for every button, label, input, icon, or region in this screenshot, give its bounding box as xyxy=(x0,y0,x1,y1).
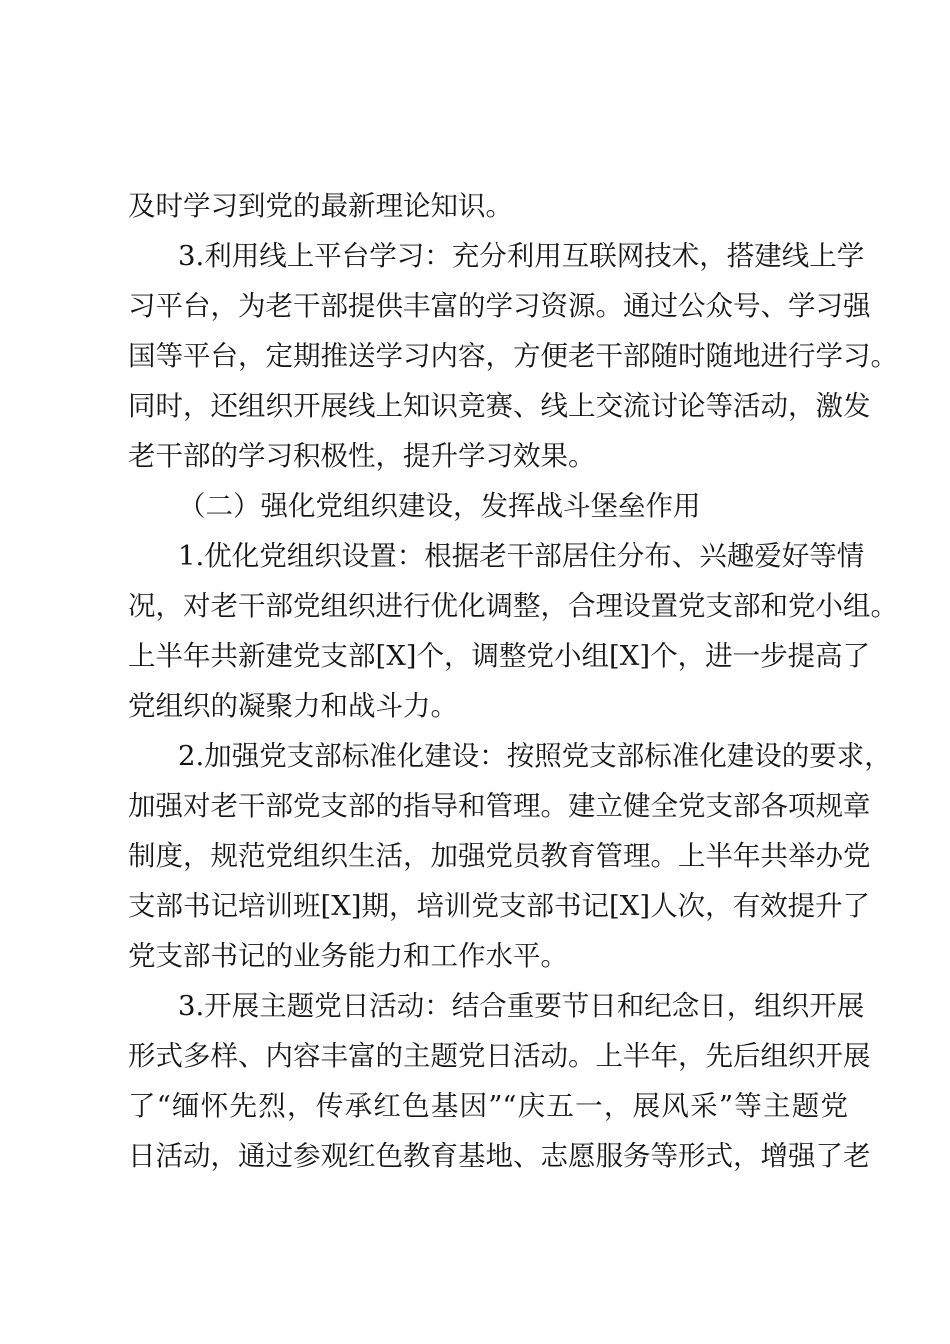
text-line: 形式多样、内容丰富的主题党日活动。上半年，先后组织开展 xyxy=(128,1040,871,1072)
section-heading: （二）强化党组织建设，发挥战斗堡垒作用 xyxy=(178,490,701,522)
text-line: 习平台，为老干部提供丰富的学习资源。通过公众号、学习强 xyxy=(128,290,871,322)
text-line: 上半年共新建党支部[X]个，调整党小组[X]个，进一步提高了 xyxy=(128,640,871,672)
text-line: 国等平台，定期推送学习内容，方便老干部随时随地进行学习。 xyxy=(128,340,898,372)
text-line: 加强对老干部党支部的指导和管理。建立健全党支部各项规章 xyxy=(128,790,871,822)
text-line: 况，对老干部党组织进行优化调整，合理设置党支部和党小组。 xyxy=(128,590,898,622)
text-line: 1.优化党组织设置：根据老干部居住分布、兴趣爱好等情 xyxy=(178,540,865,572)
text-line: 党支部书记的业务能力和工作水平。 xyxy=(128,940,568,972)
text-line: 党组织的凝聚力和战斗力。 xyxy=(128,690,458,722)
text-line: 3.开展主题党日活动：结合重要节日和纪念日，组织开展 xyxy=(178,990,865,1022)
text-line: 制度，规范党组织生活，加强党员教育管理。上半年共举办党 xyxy=(128,840,871,872)
text-line: 及时学习到党的最新理论知识。 xyxy=(128,190,513,222)
text-line: 3.利用线上平台学习：充分利用互联网技术，搭建线上学 xyxy=(178,240,865,272)
text-line: 同时，还组织开展线上知识竞赛、线上交流讨论等活动，激发 xyxy=(128,390,871,422)
text-line: 2.加强党支部标准化建设：按照党支部标准化建设的要求， xyxy=(178,740,892,772)
text-line: 日活动，通过参观红色教育基地、志愿服务等形式，增强了老 xyxy=(128,1140,871,1172)
text-line: 支部书记培训班[X]期，培训党支部书记[X]人次，有效提升了 xyxy=(128,890,871,922)
text-line: 老干部的学习积极性，提升学习效果。 xyxy=(128,440,596,472)
text-line: 了“缅怀先烈，传承红色基因”“庆五一，展风采”等主题党 xyxy=(128,1090,848,1122)
